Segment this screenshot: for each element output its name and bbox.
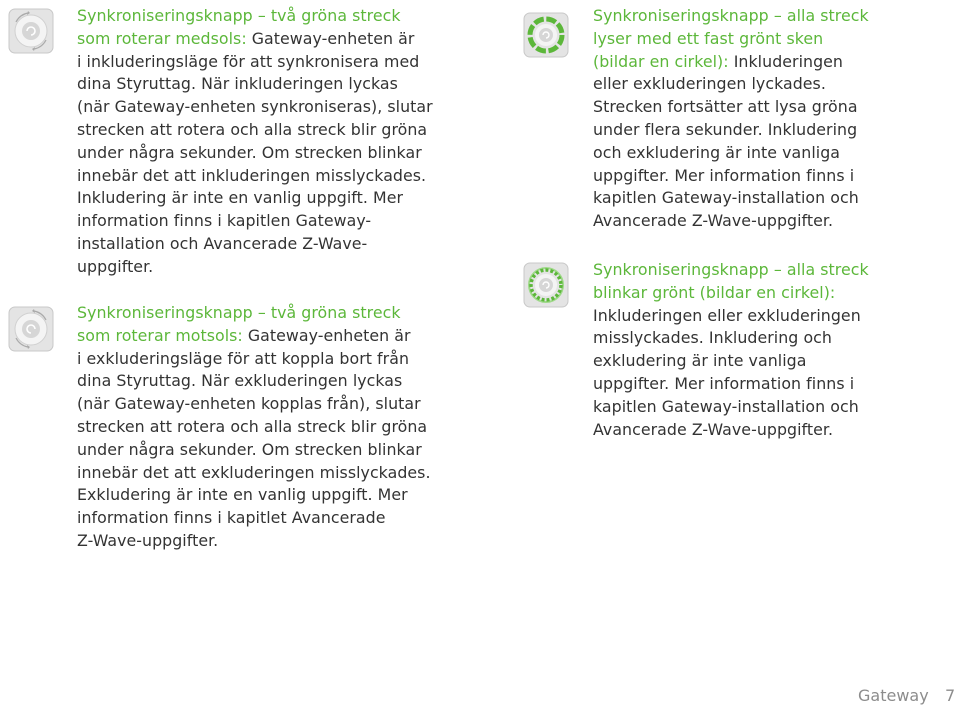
- body-text: information finns i kapitlen Gateway-: [77, 211, 372, 231]
- text-line: [77, 233, 433, 256]
- highlight-text: Synkroniseringsknapp – alla streck: [593, 6, 869, 25]
- text-line: [593, 142, 869, 165]
- body-text: uppgifter. Mer information finns i: [593, 373, 855, 393]
- text-line: [593, 373, 869, 396]
- text-line: [77, 28, 433, 51]
- text-line: [77, 210, 433, 233]
- body-text: under några sekunder. Om strecken blinkar: [77, 142, 422, 162]
- text-line: [593, 259, 869, 282]
- body-text: Gateway-enheten är: [247, 325, 411, 345]
- body-text: exkludering är inte vanliga: [593, 351, 807, 371]
- text-line: [593, 210, 869, 233]
- body-text: Avancerade Z-Wave-uppgifter.: [593, 211, 834, 231]
- text-line: [77, 484, 431, 507]
- text-line: [593, 350, 869, 373]
- text-line: [77, 530, 431, 553]
- body-text: (när Gateway-enheten kopplas från), slutar: [77, 394, 421, 414]
- text-line: [77, 416, 431, 439]
- text-line: [77, 348, 431, 371]
- text-line: [77, 507, 431, 530]
- body-text: och exkludering är inte vanliga: [593, 142, 841, 162]
- text-line: [593, 51, 869, 74]
- highlight-text: som roterar medsols:: [77, 28, 252, 48]
- body-text: Avancerade Z-Wave-uppgifter.: [593, 419, 834, 439]
- text-line: [77, 393, 431, 416]
- text-line: [593, 73, 869, 96]
- body-text: (när Gateway-enheten synkroniseras), slutar: [77, 97, 433, 117]
- text-line: [77, 462, 431, 485]
- body-text: strecken att rotera och alla streck blir gröna: [77, 119, 428, 139]
- sync-button-counterclockwise-icon: [8, 306, 54, 352]
- text-line: [77, 5, 433, 28]
- body-text: installation och Avancerade Z-Wave-: [77, 233, 368, 253]
- text-line: [593, 5, 869, 28]
- body-text: innebär det att inkluderingen misslyckades.: [77, 165, 427, 185]
- text-line: [77, 142, 433, 165]
- entry-text: [593, 5, 869, 233]
- text-line: [77, 439, 431, 462]
- highlight-text: Synkroniseringsknapp – två gröna streck: [77, 6, 401, 25]
- entry-text: [77, 5, 433, 279]
- text-line: [593, 282, 869, 305]
- body-text: kapitlen Gateway-installation och: [593, 188, 859, 208]
- text-line: [593, 28, 869, 51]
- body-text: dina Styruttag. När exkluderingen lyckas: [77, 371, 403, 391]
- body-text: Exkludering är inte en vanlig uppgift. Mer: [77, 485, 408, 505]
- text-line: [593, 396, 869, 419]
- body-text: misslyckades. Inkludering och: [593, 328, 832, 348]
- text-line: [77, 96, 433, 119]
- sync-button-blinking-green-icon: [523, 262, 569, 308]
- body-text: under flera sekunder. Inkludering: [593, 119, 858, 139]
- body-text: dina Styruttag. När inkluderingen lyckas: [77, 74, 398, 94]
- text-line: [593, 305, 869, 328]
- highlight-text: (bildar en cirkel):: [593, 51, 734, 71]
- body-text: uppgifter. Mer information finns i: [593, 165, 855, 185]
- highlight-text: som roterar motsols:: [77, 325, 248, 345]
- entry-text: [77, 302, 431, 553]
- text-line: [77, 51, 433, 74]
- body-text: information finns i kapitlet Avancerade: [77, 508, 386, 528]
- body-text: uppgifter.: [77, 256, 154, 276]
- body-text: eller exkluderingen lyckades.: [593, 74, 826, 94]
- text-line: [77, 187, 433, 210]
- text-line: [593, 119, 869, 142]
- sync-button-solid-green-icon: [523, 12, 569, 58]
- body-text: i inkluderingsläge för att synkronisera med: [77, 51, 420, 71]
- body-text: strecken att rotera och alla streck blir gröna: [77, 416, 428, 436]
- body-text: innebär det att exkluderingen misslyckades.: [77, 462, 431, 482]
- body-text: Inkluderingen: [733, 51, 843, 71]
- body-text: Strecken fortsätter att lysa gröna: [593, 97, 858, 117]
- text-line: [593, 165, 869, 188]
- text-line: [593, 96, 869, 119]
- text-line: [77, 119, 433, 142]
- text-line: [77, 165, 433, 188]
- text-line: [77, 370, 431, 393]
- highlight-text: Synkroniseringsknapp – två gröna streck: [77, 303, 401, 322]
- footer-brand: Gateway: [858, 686, 929, 705]
- highlight-text: Synkroniseringsknapp – alla streck: [593, 260, 869, 279]
- highlight-text: lyser med ett fast grönt sken: [593, 28, 824, 48]
- text-line: [77, 325, 431, 348]
- page-footer: [0, 686, 960, 710]
- page-number: 7: [945, 686, 956, 705]
- text-line: [593, 187, 869, 210]
- body-text: kapitlen Gateway-installation och: [593, 396, 859, 416]
- body-text: i exkluderingsläge för att koppla bort från: [77, 348, 410, 368]
- text-line: [77, 302, 431, 325]
- body-text: Z-Wave-uppgifter.: [77, 530, 219, 550]
- text-line: [77, 256, 433, 279]
- highlight-text: blinkar grönt (bildar en cirkel):: [593, 282, 836, 302]
- body-text: under några sekunder. Om strecken blinkar: [77, 439, 422, 459]
- text-line: [593, 419, 869, 442]
- text-line: [77, 73, 433, 96]
- sync-button-clockwise-icon: [8, 8, 54, 54]
- body-text: Gateway-enheten är: [251, 28, 415, 48]
- text-line: [593, 327, 869, 350]
- entry-text: [593, 259, 869, 441]
- body-text: Inkludering är inte en vanlig uppgift. Mer: [77, 188, 404, 208]
- body-text: Inkluderingen eller exkluderingen: [593, 305, 861, 325]
